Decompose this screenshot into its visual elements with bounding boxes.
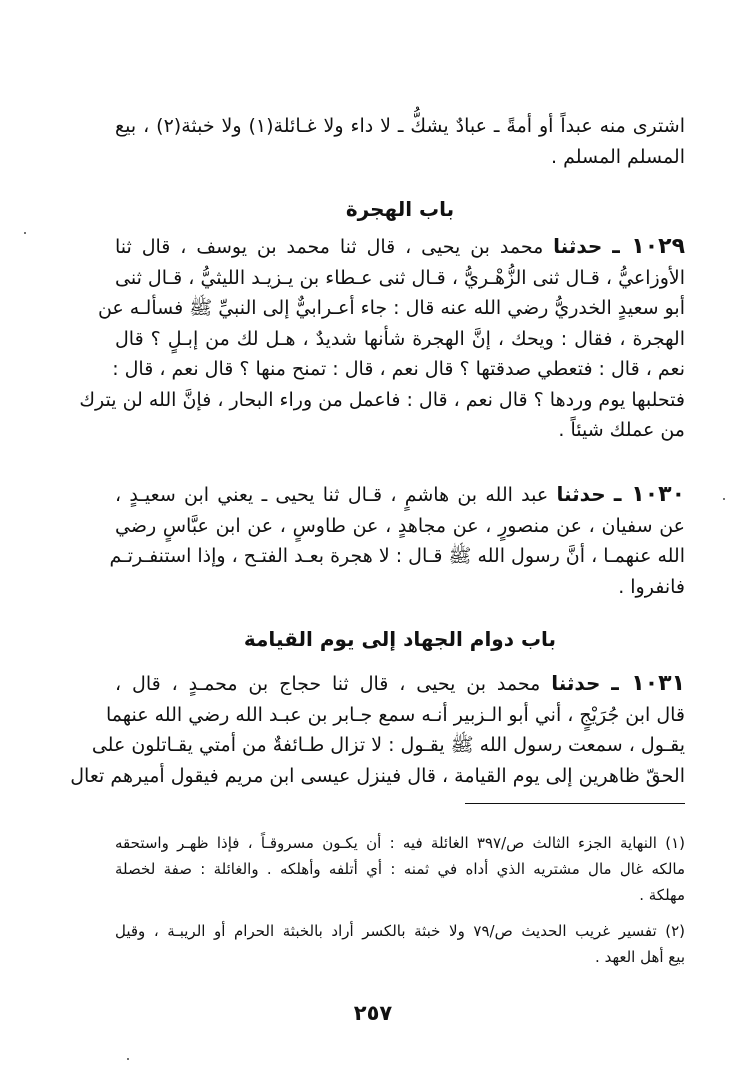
scan-speck (24, 232, 26, 234)
page-number: ٢٥٧ (353, 1001, 393, 1025)
text-line: عن سفيان ، عن منصورٍ ، عن مجاهدٍ ، عن طاوسٍ ، عن ابن عبَّاسٍ رضي (115, 514, 685, 537)
text-line: قال ابن جُرَيْجٍ ، أني أبو الـزبير أنـه سمع جـابر بن عبـد الله رضي الله عنهما (105, 703, 685, 726)
text-fragment: محمد بن يحيى ، قال ثنا محمد بن يوسف ، قال ثنا (115, 236, 544, 258)
text-line: المسلم المسلم . (551, 145, 685, 168)
footnote-separator (465, 803, 685, 804)
haddathana-word: حدثنا (553, 234, 603, 258)
hadith-number: ١٠٣٠ ـ (613, 482, 686, 507)
hadith-number: ١٠٢٩ ـ (612, 234, 685, 259)
footnote-line: مهلكة . (639, 886, 685, 904)
text-line: من عملك شيئاً . (558, 419, 685, 441)
footnote-line: (١) النهاية الجزء الثالث ص/٣٩٧ الغائلة فيه : أن يكـون مسروقـاً ، فإذا ظهـر واستحقه (115, 834, 686, 852)
section-heading-jihad: باب دوام الجهاد إلى يوم القيامة (243, 627, 557, 651)
text-line: يقـول ، سمعت رسول الله ﷺ يقـول : لا تزال طـائفةٌ من أمتي يقـاتلون على (91, 734, 685, 756)
text-line (115, 231, 685, 263)
hadith-1030 (109, 479, 686, 602)
footnote-line: (٢) تفسير غريب الحديث ص/٧٩ ولا خبثة بالكسر أراد بالخبثة الحرام أو الريبـة ، وقيل (115, 922, 685, 940)
text-line: فتحلبها يوم وردها ؟ قال نعم ، قال : فاعمل من وراء البحار ، فإنَّ الله لن يترك (79, 388, 685, 411)
text-line: اشترى منه عبداً أو أمةً ـ عبادٌ يشكُّ ـ لا داء ولا غـائلة(١) ولا خبثة(٢) ، بيع (115, 115, 685, 137)
hadith-1031 (70, 668, 685, 791)
hadith-number: ١٠٣١ ـ (611, 671, 685, 696)
text-line: الحقّ ظاهرين إلى يوم القيامة ، قال فينزل عيسى ابن مريم فيقول أميرهم تعال (70, 764, 685, 787)
text-line: نعم ، قال : فتعطي صدقتها ؟ قال نعم ، قال : تمنح منها ؟ قال نعم ، قال : (112, 358, 685, 380)
hadith-1029 (79, 231, 685, 446)
text-line (115, 668, 685, 700)
text-line: أبو سعيدٍ الخدريُّ رضي الله عنه قال : جاء أعـرابيٌّ إلى النبيِّ ﷺ فسألـه عن (97, 297, 685, 319)
intro-paragraph (115, 111, 685, 172)
footnote-line: مالكه غال مال مشتريه الذي أداه في ثمنه : أي أتلفه وأهلكه . والغائلة : صفة لخصلة (115, 860, 685, 878)
section-heading-hijra: باب الهجرة (345, 197, 455, 221)
text-line: الأوزاعيُّ ، قـال ثنى الزُّهْـريُّ ، قـال ثنى عـطاء بن يـزيـد الليثيُّ ، قـال ثنى (115, 266, 685, 289)
scan-speck (723, 498, 725, 500)
footnote-line: بيع أهل العهد . (595, 948, 685, 966)
text-fragment: محمد بن يحيى ، قال ثنا حجاج بن محمـدٍ ، قال ، (115, 673, 541, 695)
text-line: فانفروا . (618, 575, 685, 598)
scan-speck (127, 1058, 129, 1060)
footnote-2 (115, 918, 685, 970)
text-line: الهجرة ، فقال : ويحك ، إنَّ الهجرة شأنها شديدٌ ، هـل لك من إبـلٍ ؟ قال (115, 327, 685, 350)
haddathana-word: حدثنا (551, 671, 601, 695)
footnote-1 (115, 830, 685, 908)
text-line: الله عنهمـا ، أنَّ رسول الله ﷺ قـال : لا هجرة بعـد الفتـح ، وإذا استنفـرتـم (109, 545, 685, 567)
haddathana-word: حدثنا (556, 482, 606, 506)
text-fragment: عبد الله بن هاشمٍ ، قـال ثنا يحيى ـ يعني ابن سعيـدٍ ، (115, 484, 549, 506)
text-line (115, 479, 685, 511)
